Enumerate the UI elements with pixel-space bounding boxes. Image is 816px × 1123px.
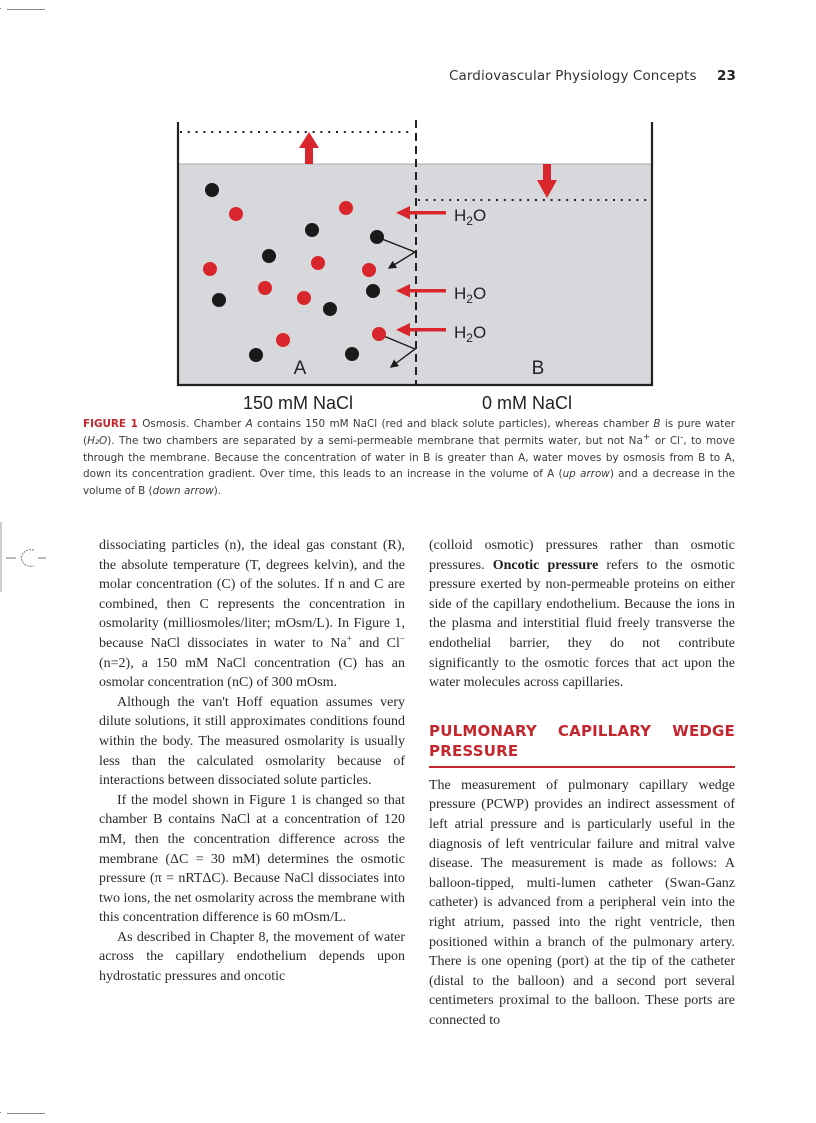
caption-text: ). bbox=[213, 485, 222, 498]
caption-text: contains 150 mM NaCl (red and black solute particles), whereas chamber bbox=[252, 418, 654, 430]
right-column bbox=[429, 536, 735, 1030]
superscript: + bbox=[346, 633, 352, 644]
chamber-b-solution bbox=[416, 164, 652, 384]
paragraph-text: and Cl bbox=[351, 635, 400, 651]
paragraph: The measurement of pulmonary capillary wedge pressure (PCWP) provides an indirect assessment of left atrial pressure and is particularly useful in the diagnosis of left ventricular failure and mitral valve disease. The measurement is made as follows: A balloon-tipped, multi-lumen catheter (Swan-Ganz catheter) is advanced from a peripheral vein into the right atrium, passed into the right ventricle, then positioned within a branch of the pulmonary artery. There is one opening (port) at the tip of the catheter (distal to the balloon) and a second port several centimeters proximal to the balloon. These ports are connected to bbox=[429, 777, 735, 1028]
caption-text: , to move through the membrane. Because the concentration of water in B is greater than A, water moves by osmosis from B to A, down its concentration gradient. Over time, this leads to an increase in the volume of A ( bbox=[83, 434, 735, 481]
caption-text: is pure water ( bbox=[83, 418, 735, 447]
water-label-1: $H_2O$ bbox=[454, 206, 487, 228]
key-term: Oncotic pressure bbox=[492, 557, 599, 573]
section-heading: PULMONARY CAPILLARY WEDGE PRESSURE bbox=[429, 721, 735, 768]
caption-italic: A bbox=[245, 418, 253, 430]
paragraph-text: refers to the osmotic pressure exerted by non-permeable proteins on either side of the capillary endothelium. Because the ions in the plasma and interstitial fluid freely transverse the endothelial barrier, they do not contribute significantly to the osmotic forces that act upon the water molecules across capillaries. bbox=[429, 557, 735, 691]
running-head bbox=[449, 68, 736, 84]
caption-text: Osmosis. Chamber bbox=[137, 418, 246, 430]
osmosis-figure bbox=[170, 112, 660, 414]
chamber-b-letter: B bbox=[531, 358, 545, 379]
caption-sup: + bbox=[642, 432, 651, 443]
caption-text: ). The two chambers are separated by a semi-permeable membrane that permits water, but not Na bbox=[107, 434, 643, 447]
paragraph-text: dissociating particles (n), the ideal gas constant (R), the absolute temperature (T, degrees kelvin), and the molar concentration (C) of the solutes. If n and C are combined, then C represents the concentration in osmolarity (milliosmoles/liter; mOsm/L). In Figure 1, because NaCl dissociates in water to Na bbox=[99, 538, 405, 651]
crop-mark-dot bbox=[0, 1112, 1, 1113]
caption-italic: down arrow bbox=[152, 485, 214, 498]
page-edge-mark bbox=[0, 522, 2, 592]
running-head-title: Cardiovascular Physiology Concepts bbox=[449, 68, 697, 84]
water-label-3: $H_2O$ bbox=[454, 323, 487, 345]
crop-mark-top-left bbox=[7, 9, 45, 10]
chamber-a-concentration: 150 mM NaCl bbox=[242, 393, 354, 413]
chamber-b-concentration: 0 mM NaCl bbox=[481, 393, 573, 413]
paragraph: Although the van't Hoff equation assumes very dilute solutions, it still approximates conditions found within the body. The measured osmolarity is usually less than the calculated osmolarity because of interactions between dissociated solute particles. bbox=[99, 694, 405, 789]
crop-mark-bottom-left bbox=[7, 1113, 45, 1114]
caption-italic: H₂O bbox=[87, 434, 108, 447]
caption-sup: - bbox=[680, 432, 684, 443]
registration-mark-icon bbox=[4, 545, 46, 573]
caption-italic: up arrow bbox=[562, 468, 610, 481]
left-column bbox=[99, 536, 405, 987]
figure-label: FIGURE 1 bbox=[83, 418, 138, 430]
page-number: 23 bbox=[717, 68, 736, 84]
water-label-2: $H_2O$ bbox=[454, 284, 487, 306]
paragraph bbox=[99, 536, 405, 693]
paragraph-text: (colloid osmotic) pressures rather than osmotic pressures. bbox=[429, 538, 735, 573]
chamber-a-letter: A bbox=[293, 358, 307, 379]
paragraph: As described in Chapter 8, the movement of water across the capillary endothelium depends upon hydrostatic pressures and oncotic bbox=[99, 929, 405, 985]
superscript: − bbox=[399, 633, 405, 644]
figure-caption bbox=[83, 416, 735, 500]
caption-italic: B bbox=[653, 418, 661, 430]
up-arrow-icon bbox=[299, 132, 319, 164]
caption-text: ) and a decrease in the volume of B ( bbox=[83, 468, 735, 498]
paragraph-text: (n=2), a 150 mM NaCl concentration (C) has an osmolar concentration (nC) of 300 mOsm. bbox=[99, 655, 405, 691]
caption-text: or Cl bbox=[650, 434, 681, 447]
paragraph bbox=[429, 536, 735, 693]
paragraph: If the model shown in Figure 1 is changed so that chamber B contains NaCl at a concentration of 120 mM, then the concentration difference across the membrane (ΔC = 30 mM) determines the osmotic pressure (π = nRTΔC). Because NaCl dissociates into two ions, the net osmolarity across the membrane with this concentration difference is 60 mOsm/L. bbox=[99, 792, 405, 926]
crop-mark-dot bbox=[0, 8, 1, 9]
